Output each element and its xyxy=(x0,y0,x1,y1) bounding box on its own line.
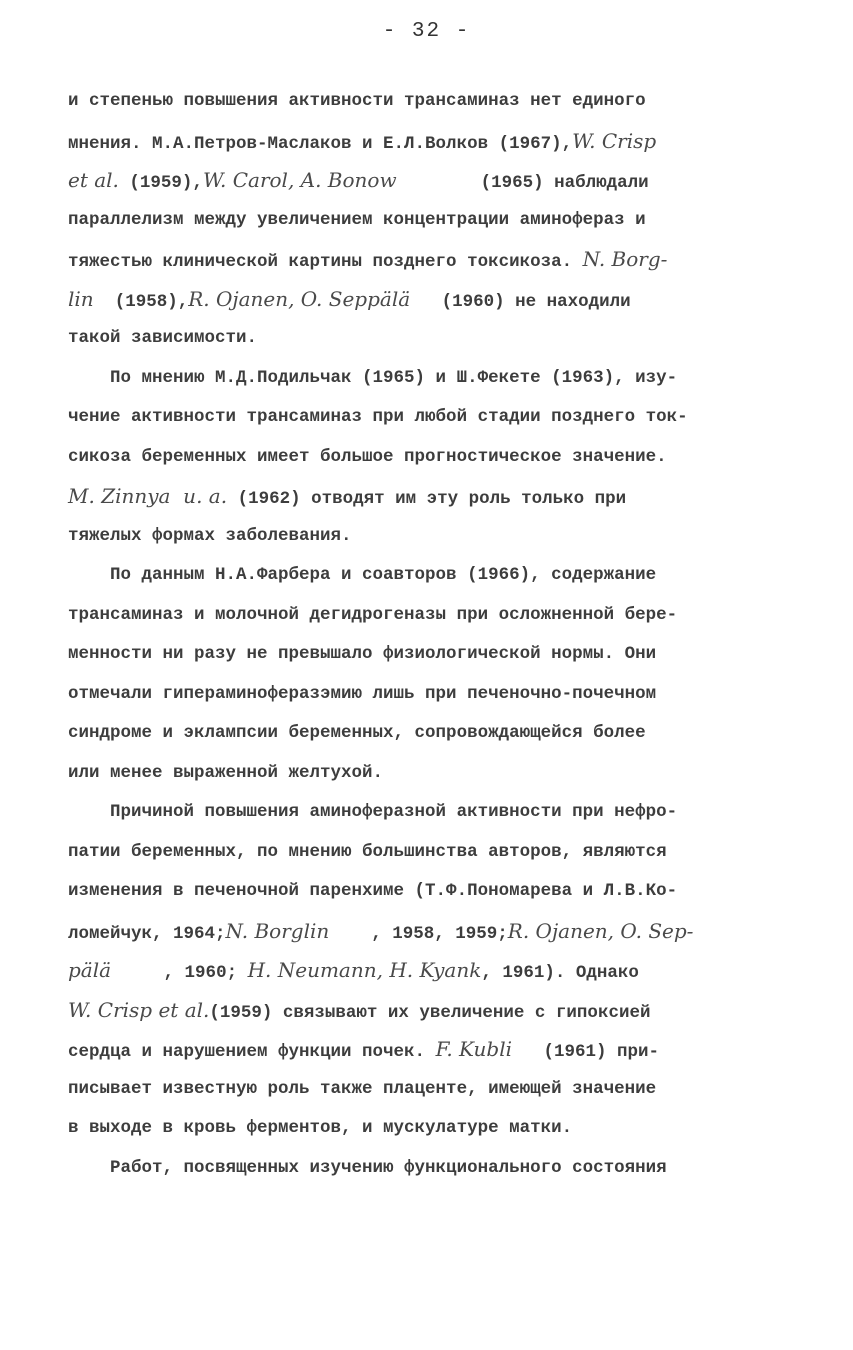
typed-text: По данным Н.А.Фарбера и соавторов (1966), содержание xyxy=(68,565,657,585)
text-line xyxy=(68,556,798,596)
text-line xyxy=(68,438,798,478)
typed-text: мнения. М.А.Петров-Маслаков и Е.Л.Волков (1967), xyxy=(68,133,573,154)
text-line xyxy=(68,477,798,517)
handwritten-name: R. Ojanen, O. Sep- xyxy=(507,918,694,943)
text-line xyxy=(68,319,798,359)
text-line xyxy=(68,991,798,1031)
typed-text: (1960) не находили xyxy=(410,291,631,312)
typed-text: в выходе в кровь ферментов, и мускулатуре матки. xyxy=(68,1118,573,1138)
text-line xyxy=(68,675,798,715)
text-line xyxy=(68,1070,798,1110)
page-number: - 32 - xyxy=(382,20,471,43)
handwritten-name: N. Borglin xyxy=(225,918,330,943)
text-line xyxy=(68,1149,798,1189)
text-line xyxy=(68,240,798,280)
typed-text: чение активности трансаминаз при любой стадии позднего ток- xyxy=(68,407,688,427)
typed-text: Работ, посвященных изучению функционального состояния xyxy=(68,1157,667,1178)
typed-text: такой зависимости. xyxy=(68,328,258,348)
typed-text: ломейчук, 1964; xyxy=(68,923,226,944)
typed-text: писывает известную роль также плаценте, имеющей значение xyxy=(68,1078,657,1099)
typed-text: , 1960; xyxy=(111,963,248,983)
typed-text: , 1958, 1959; xyxy=(329,923,508,944)
text-line xyxy=(68,161,798,201)
typed-text: параллелизм между увеличением концентрации аминофераз и xyxy=(68,209,646,230)
text-line xyxy=(68,122,798,162)
typed-text: Причиной повышения аминоферазной активности при нефро- xyxy=(68,802,678,822)
typed-text: и степенью повышения активности трансаминаз нет единого xyxy=(68,91,646,111)
text-line xyxy=(68,951,798,991)
text-line xyxy=(68,754,798,794)
text-line xyxy=(68,635,798,675)
typed-text: тяжестью клинической картины позднего токсикоза. xyxy=(68,252,583,272)
typed-text: (1962) отводят им эту роль только при xyxy=(227,489,627,509)
typed-text: синдроме и эклампсии беременных, сопровождающейся более xyxy=(68,723,646,743)
text-line xyxy=(68,833,798,873)
handwritten-name: H. Neumann, H. Kyank xyxy=(247,958,482,982)
typed-text: менности ни разу не превышало физиологической нормы. Они xyxy=(68,644,657,664)
handwritten-name: pälä xyxy=(68,958,112,982)
typed-text: (1961) при- xyxy=(512,1042,660,1062)
typed-text: (1965) наблюдали xyxy=(396,173,649,193)
typed-text: патии беременных, по мнению большинства авторов, являются xyxy=(68,841,667,862)
text-line xyxy=(68,793,798,833)
typed-text: тяжелых формах заболевания. xyxy=(68,525,352,546)
handwritten-name: N. Borg- xyxy=(582,247,668,271)
handwritten-name: lin xyxy=(68,286,94,311)
typed-text: трансаминаз и молочной дегидрогеназы при осложненной бере- xyxy=(68,604,678,625)
text-line xyxy=(68,359,798,399)
handwritten-name: M. Zinnya u. a. xyxy=(68,484,228,508)
handwritten-name: W. Crisp xyxy=(572,128,657,153)
text-line xyxy=(68,1030,798,1070)
typed-text: сикоза беременных имеет большое прогностическое значение. xyxy=(68,446,667,467)
text-line xyxy=(68,82,798,122)
typed-text: сердца и нарушением функции почек. xyxy=(68,1042,436,1062)
text-line xyxy=(68,714,798,754)
text-line xyxy=(68,912,798,952)
typed-text: , 1961). Однако xyxy=(481,963,639,983)
typed-text: (1958), xyxy=(93,291,189,312)
typed-text: По мнению М.Д.Подильчак (1965) и Ш.Фекете (1963), изу- xyxy=(68,367,678,388)
text-line xyxy=(68,201,798,241)
typed-text: отмечали гипераминоферазэмию лишь при печеночно-почечном xyxy=(68,683,657,704)
body-text xyxy=(68,82,798,1188)
text-line xyxy=(68,872,798,912)
text-line xyxy=(68,517,798,557)
typed-text: изменения в печеночной паренхиме (Т.Ф.Пономарева и Л.В.Ко- xyxy=(68,881,678,901)
text-line xyxy=(68,398,798,438)
text-line xyxy=(68,1109,798,1149)
handwritten-name: et al. xyxy=(68,168,119,192)
handwritten-name: W. Carol, A. Bonow xyxy=(202,168,397,192)
text-line xyxy=(68,280,798,320)
typed-text: или менее выраженной желтухой. xyxy=(68,762,384,783)
text-line xyxy=(68,596,798,636)
handwritten-name: W. Crisp et al. xyxy=(68,997,210,1022)
handwritten-name: F. Kubli xyxy=(435,1037,513,1061)
typed-text: (1959) связывают их увеличение с гипоксией xyxy=(209,1002,651,1023)
handwritten-name: R. Ojanen, O. Seppälä xyxy=(188,286,411,311)
typed-text: (1959), xyxy=(118,173,203,193)
